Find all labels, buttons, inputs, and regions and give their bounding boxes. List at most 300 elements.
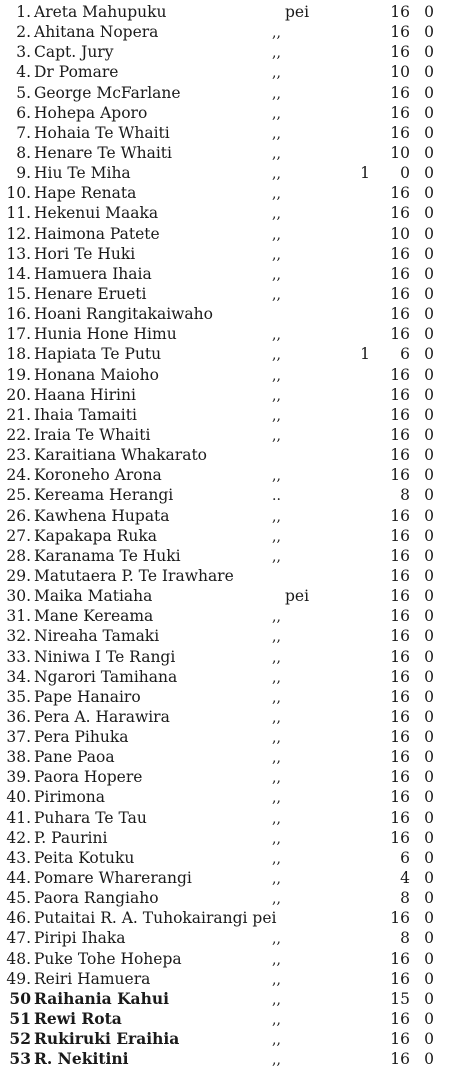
entry-number: 53 — [9, 1049, 31, 1069]
list-item — [0, 687, 464, 707]
entry-number: 52 — [9, 1029, 31, 1049]
entry-name: Hapiata Te Putu — [34, 345, 162, 364]
entry-name: Hunia Hone Himu — [34, 325, 177, 344]
ditto-mark: ,, — [272, 145, 281, 162]
entry-name: P. Paurini — [34, 828, 108, 847]
amount-pence: 0 — [424, 869, 434, 888]
entry-number: 11. — [6, 204, 31, 223]
amount-pence: 0 — [424, 949, 434, 968]
amount-pence: 0 — [424, 83, 434, 102]
entry-name: Hekenui Maaka — [34, 204, 159, 223]
entry-name: Areta Mahupuku — [34, 3, 167, 21]
amount-shillings: 16 — [390, 284, 410, 303]
entry-name: Dr Pomare — [34, 63, 119, 82]
ditto-mark: ,, — [272, 1032, 281, 1049]
entry-name: Puhara Te Tau — [34, 808, 147, 827]
ditto-mark: ,, — [272, 186, 281, 203]
entry-name: Pera Pihuka — [34, 728, 129, 747]
entry-name: Hape Renata — [34, 184, 137, 203]
entry-name: Pera A. Harawira — [34, 707, 170, 726]
amount-pence: 0 — [424, 385, 434, 404]
entry-number: 10. — [6, 184, 31, 203]
entry-number: 22. — [6, 425, 31, 444]
amount-pence: 0 — [424, 43, 434, 62]
entry-number: 15. — [6, 284, 31, 303]
ditto-mark: ,, — [272, 226, 281, 243]
ditto-mark: ,, — [272, 85, 281, 102]
amount-pence: 0 — [424, 728, 434, 747]
amount-shillings: 16 — [390, 667, 410, 686]
entry-number: 34. — [6, 667, 31, 686]
list-item — [0, 425, 464, 445]
amount-shillings: 16 — [390, 305, 410, 324]
amount-shillings: 16 — [390, 446, 410, 465]
entry-name: Puke Tohe Hohepa — [34, 949, 182, 968]
list-item — [0, 546, 464, 566]
ditto-mark: ,, — [272, 609, 281, 626]
entry-name: Rukiruki Eraihia — [34, 1029, 180, 1049]
amount-shillings: 16 — [390, 909, 410, 928]
amount-shillings: 6 — [400, 345, 410, 364]
amount-pence: 0 — [424, 546, 434, 565]
list-item — [0, 143, 464, 163]
entry-number: 47. — [6, 929, 31, 948]
ditto-mark: ,, — [272, 871, 281, 888]
list-item — [0, 767, 464, 787]
list-item — [0, 727, 464, 747]
entry-number: 27. — [6, 526, 31, 545]
amount-pence: 0 — [424, 23, 434, 42]
entry-number: 43. — [6, 848, 31, 867]
amount-pence: 0 — [424, 889, 434, 908]
list-item — [0, 747, 464, 767]
list-item — [0, 264, 464, 284]
entry-name: Karanama Te Huki — [34, 546, 181, 565]
ditto-mark: ,, — [272, 1012, 281, 1029]
amount-shillings: 8 — [400, 486, 410, 505]
ditto-mark: ,, — [272, 45, 281, 62]
amount-shillings: 16 — [390, 103, 410, 122]
ditto-mark: ,, — [272, 709, 281, 726]
amount-pounds: 1 — [360, 345, 370, 364]
entry-name: Haimona Patete — [34, 224, 160, 243]
entry-number: 28. — [6, 546, 31, 565]
ditto-mark: ,, — [272, 387, 281, 404]
list-item — [0, 304, 464, 324]
amount-pence: 0 — [424, 647, 434, 666]
amount-pence: 0 — [424, 325, 434, 344]
entry-number: 40. — [6, 788, 31, 807]
amount-pounds: 1 — [360, 164, 370, 183]
entry-name: Capt. Jury — [34, 43, 114, 62]
list-item — [0, 1029, 464, 1049]
amount-shillings: 16 — [390, 385, 410, 404]
ditto-mark: ,, — [272, 25, 281, 42]
entry-name: Matutaera P. Te Irawhare — [34, 566, 234, 585]
amount-pence: 0 — [424, 405, 434, 424]
list-item — [0, 1009, 464, 1029]
entry-number: 25. — [6, 486, 31, 505]
entry-name: Kawhena Hupata — [34, 506, 170, 525]
amount-pence: 0 — [424, 184, 434, 203]
amount-pence: 0 — [424, 627, 434, 646]
ditto-mark: ,, — [272, 548, 281, 565]
entry-number: 5. — [16, 83, 31, 102]
amount-pence: 0 — [424, 305, 434, 324]
entry-number: 21. — [6, 405, 31, 424]
entry-name: Pirimona — [34, 788, 106, 807]
ditto-mark: ,, — [272, 327, 281, 344]
amount-shillings: 16 — [390, 1050, 410, 1069]
amount-pence: 0 — [424, 3, 434, 21]
entry-name: Hohaia Te Whaiti — [34, 123, 170, 142]
amount-shillings: 16 — [390, 405, 410, 424]
ditto-mark: ,, — [272, 367, 281, 384]
list-item — [0, 707, 464, 727]
entry-name: Iraia Te Whaiti — [34, 425, 151, 444]
entry-number: 19. — [6, 365, 31, 384]
amount-shillings: 4 — [400, 869, 410, 888]
amount-pence: 0 — [424, 284, 434, 303]
list-item — [0, 385, 464, 405]
amount-pence: 0 — [424, 466, 434, 485]
entry-number: 36. — [6, 707, 31, 726]
amount-shillings: 16 — [390, 365, 410, 384]
amount-shillings: 16 — [390, 264, 410, 283]
amount-shillings: 16 — [390, 184, 410, 203]
ditto-mark: ,, — [272, 347, 281, 364]
amount-pence: 0 — [424, 969, 434, 988]
entry-number: 12. — [6, 224, 31, 243]
amount-pence: 0 — [424, 909, 434, 928]
entry-name: Maika Matiaha — [34, 587, 153, 606]
entry-name: Pane Paoa — [34, 748, 115, 767]
amount-shillings: 16 — [390, 949, 410, 968]
ditto-mark: ,, — [272, 850, 281, 867]
amount-shillings: 16 — [390, 546, 410, 565]
ditto-mark: ,, — [272, 166, 281, 183]
amount-shillings: 16 — [390, 607, 410, 626]
amount-shillings: 16 — [390, 1030, 410, 1049]
list-item — [0, 445, 464, 465]
ditto-mark: ,, — [272, 991, 281, 1008]
amount-pence: 0 — [424, 345, 434, 364]
list-item — [0, 22, 464, 42]
amount-pence: 0 — [424, 788, 434, 807]
entry-number: 4. — [16, 63, 31, 82]
ditto-mark: ,, — [272, 105, 281, 122]
amount-pence: 0 — [424, 607, 434, 626]
entry-name: Pape Hanairo — [34, 687, 141, 706]
amount-pence: 0 — [424, 486, 434, 505]
amount-shillings: 16 — [390, 466, 410, 485]
list-item — [0, 183, 464, 203]
list-item — [0, 647, 464, 667]
entry-name: Paora Rangiaho — [34, 889, 159, 908]
amount-pence: 0 — [424, 989, 434, 1008]
amount-pence: 0 — [424, 526, 434, 545]
amount-shillings: 16 — [390, 204, 410, 223]
ditto-mark: ,, — [272, 427, 281, 444]
entry-number: 9. — [16, 164, 31, 183]
list-item — [0, 203, 464, 223]
ditto-mark: ,, — [272, 629, 281, 646]
entry-number: 1. — [16, 3, 31, 21]
amount-shillings: 16 — [390, 707, 410, 726]
entry-number: 31. — [6, 607, 31, 626]
list-item — [0, 787, 464, 807]
entry-name: Mane Kereama — [34, 607, 154, 626]
list-item — [0, 324, 464, 344]
list-item — [0, 1049, 464, 1069]
entry-name: Ihaia Tamaiti — [34, 405, 137, 424]
amount-pence: 0 — [424, 244, 434, 263]
entry-name: Kapakapa Ruka — [34, 526, 157, 545]
amount-shillings: 0 — [400, 164, 410, 183]
amount-shillings: 6 — [400, 848, 410, 867]
amount-pence: 0 — [424, 224, 434, 243]
entry-name: Reiri Hamuera — [34, 969, 151, 988]
ditto-mark: ,, — [272, 669, 281, 686]
list-item — [0, 606, 464, 626]
amount-shillings: 16 — [390, 647, 410, 666]
entry-number: 35. — [6, 687, 31, 706]
entry-name: Henare Erueti — [34, 284, 147, 303]
entry-name: Hoani Rangitakaiwaho — [34, 305, 213, 324]
list-item — [0, 828, 464, 848]
ditto-mark: ,, — [272, 286, 281, 303]
amount-shillings: 16 — [390, 808, 410, 827]
entry-number: 30. — [6, 587, 31, 606]
ditto-mark: ,, — [272, 468, 281, 485]
entry-number: 41. — [6, 808, 31, 827]
ditto-mark: ,, — [272, 1052, 281, 1069]
amount-shillings: 16 — [390, 3, 410, 21]
amount-pence: 0 — [424, 667, 434, 686]
entry-name: Hamuera Ihaia — [34, 264, 152, 283]
list-item — [0, 405, 464, 425]
list-item — [0, 888, 464, 908]
list-item — [0, 949, 464, 969]
entry-number: 14. — [6, 264, 31, 283]
amount-pence: 0 — [424, 768, 434, 787]
amount-pence: 0 — [424, 1050, 434, 1069]
list-item — [0, 42, 464, 62]
entry-number: 18. — [6, 345, 31, 364]
ditto-mark: ,, — [272, 65, 281, 82]
amount-pence: 0 — [424, 506, 434, 525]
ditto-mark: .. — [272, 488, 281, 505]
entry-number: 42. — [6, 828, 31, 847]
amount-pence: 0 — [424, 828, 434, 847]
amount-shillings: 16 — [390, 43, 410, 62]
entry-number: 32. — [6, 627, 31, 646]
amount-pence: 0 — [424, 103, 434, 122]
entry-name: Kereama Herangi — [34, 486, 174, 505]
entry-name: Niniwa I Te Rangi — [34, 647, 176, 666]
amount-pence: 0 — [424, 587, 434, 606]
amount-shillings: 16 — [390, 566, 410, 585]
amount-shillings: 16 — [390, 768, 410, 787]
ditto-mark: ,, — [272, 750, 281, 767]
entry-number: 17. — [6, 325, 31, 344]
list-item — [0, 969, 464, 989]
ditto-mark: ,, — [272, 790, 281, 807]
ditto-mark: ,, — [272, 730, 281, 747]
entry-name: Pomare Wharerangi — [34, 869, 192, 888]
entry-name: Haana Hirini — [34, 385, 136, 404]
entry-name: Karaitiana Whakarato — [34, 446, 208, 465]
ditto-mark: ,, — [272, 528, 281, 545]
amount-pence: 0 — [424, 365, 434, 384]
list-item — [0, 808, 464, 828]
amount-shillings: 16 — [390, 244, 410, 263]
ditto-mark: ,, — [272, 407, 281, 424]
entry-number: 23. — [6, 446, 31, 465]
list-item — [0, 626, 464, 646]
entry-name: Raihania Kahui — [34, 988, 170, 1008]
entry-name: George McFarlane — [34, 83, 181, 102]
amount-pence: 0 — [424, 264, 434, 283]
entry-name: Peita Kotuku — [34, 848, 135, 867]
entry-name: Henare Te Whaiti — [34, 143, 172, 162]
amount-pence: 0 — [424, 808, 434, 827]
amount-shillings: 8 — [400, 929, 410, 948]
entry-number: 3. — [16, 43, 31, 62]
amount-shillings: 16 — [390, 969, 410, 988]
amount-shillings: 10 — [390, 143, 410, 162]
entry-number: 46. — [6, 909, 31, 928]
amount-pence: 0 — [424, 687, 434, 706]
list-item — [0, 928, 464, 948]
entry-number: 16. — [6, 305, 31, 324]
entry-number: 45. — [6, 889, 31, 908]
entry-name: Ngarori Tamihana — [34, 667, 178, 686]
amount-pence: 0 — [424, 748, 434, 767]
amount-shillings: 16 — [390, 123, 410, 142]
ditto-mark: ,, — [272, 971, 281, 988]
amount-shillings: 16 — [390, 748, 410, 767]
entry-number: 8. — [16, 143, 31, 162]
list-item — [0, 526, 464, 546]
list-item — [0, 244, 464, 264]
entry-unit: pei — [285, 587, 310, 606]
amount-pence: 0 — [424, 707, 434, 726]
amount-pence: 0 — [424, 123, 434, 142]
entry-unit: pei — [285, 3, 310, 21]
entry-number: 49. — [6, 969, 31, 988]
amount-pence: 0 — [424, 1030, 434, 1049]
list-item — [0, 485, 464, 505]
entry-number: 2. — [16, 23, 31, 42]
list-item — [0, 123, 464, 143]
entry-number: 38. — [6, 748, 31, 767]
list-item — [0, 848, 464, 868]
entry-name: Putaitai R. A. Tuhokairangi pei — [34, 909, 277, 928]
list-item — [0, 989, 464, 1009]
amount-shillings: 16 — [390, 627, 410, 646]
list-item — [0, 83, 464, 103]
ditto-mark: ,, — [272, 689, 281, 706]
amount-pence: 0 — [424, 1010, 434, 1029]
entry-number: 26. — [6, 506, 31, 525]
list-item — [0, 506, 464, 526]
list-item — [0, 2, 464, 22]
entry-name: Paora Hopere — [34, 768, 143, 787]
entry-number: 48. — [6, 949, 31, 968]
list-item — [0, 163, 464, 183]
amount-shillings: 16 — [390, 506, 410, 525]
entry-number: 6. — [16, 103, 31, 122]
entry-name: Hori Te Huki — [34, 244, 136, 263]
amount-shillings: 8 — [400, 889, 410, 908]
amount-pence: 0 — [424, 164, 434, 183]
list-item — [0, 284, 464, 304]
amount-shillings: 16 — [390, 788, 410, 807]
entry-name: Koroneho Arona — [34, 466, 162, 485]
ditto-mark: ,, — [272, 649, 281, 666]
entry-number: 51 — [9, 1009, 31, 1029]
amount-pence: 0 — [424, 425, 434, 444]
ditto-mark: ,, — [272, 246, 281, 263]
entry-name: Nireaha Tamaki — [34, 627, 160, 646]
entry-number: 44. — [6, 869, 31, 888]
amount-shillings: 16 — [390, 687, 410, 706]
entry-number: 37. — [6, 728, 31, 747]
amount-pence: 0 — [424, 566, 434, 585]
ditto-mark: ,, — [272, 891, 281, 908]
ditto-mark: ,, — [272, 266, 281, 283]
entry-name: R. Nekitini — [34, 1049, 129, 1069]
amount-shillings: 16 — [390, 325, 410, 344]
list-item — [0, 868, 464, 888]
amount-shillings: 16 — [390, 526, 410, 545]
list-item — [0, 908, 464, 928]
ditto-mark: ,, — [272, 508, 281, 525]
entry-name: Rewi Rota — [34, 1009, 122, 1029]
amount-shillings: 16 — [390, 83, 410, 102]
entry-number: 29. — [6, 566, 31, 585]
list-item — [0, 465, 464, 485]
list-item — [0, 62, 464, 82]
amount-shillings: 16 — [390, 728, 410, 747]
entry-number: 24. — [6, 466, 31, 485]
entry-number: 13. — [6, 244, 31, 263]
amount-pence: 0 — [424, 204, 434, 223]
entry-name: Hiu Te Miha — [34, 164, 131, 183]
amount-pence: 0 — [424, 143, 434, 162]
list-item — [0, 365, 464, 385]
list-item — [0, 586, 464, 606]
amount-shillings: 16 — [390, 587, 410, 606]
amount-shillings: 15 — [390, 989, 410, 1008]
amount-pence: 0 — [424, 929, 434, 948]
entry-number: 33. — [6, 647, 31, 666]
entry-number: 7. — [16, 123, 31, 142]
ditto-mark: ,, — [272, 206, 281, 223]
amount-pence: 0 — [424, 848, 434, 867]
amount-shillings: 16 — [390, 23, 410, 42]
list-item — [0, 224, 464, 244]
ditto-mark: ,, — [272, 770, 281, 787]
amount-shillings: 16 — [390, 425, 410, 444]
subscription-list — [0, 2, 464, 1069]
ditto-mark: ,, — [272, 830, 281, 847]
entry-name: Hohepa Aporo — [34, 103, 148, 122]
list-item — [0, 344, 464, 364]
ditto-mark: ,, — [272, 125, 281, 142]
entry-name: Honana Maioho — [34, 365, 159, 384]
